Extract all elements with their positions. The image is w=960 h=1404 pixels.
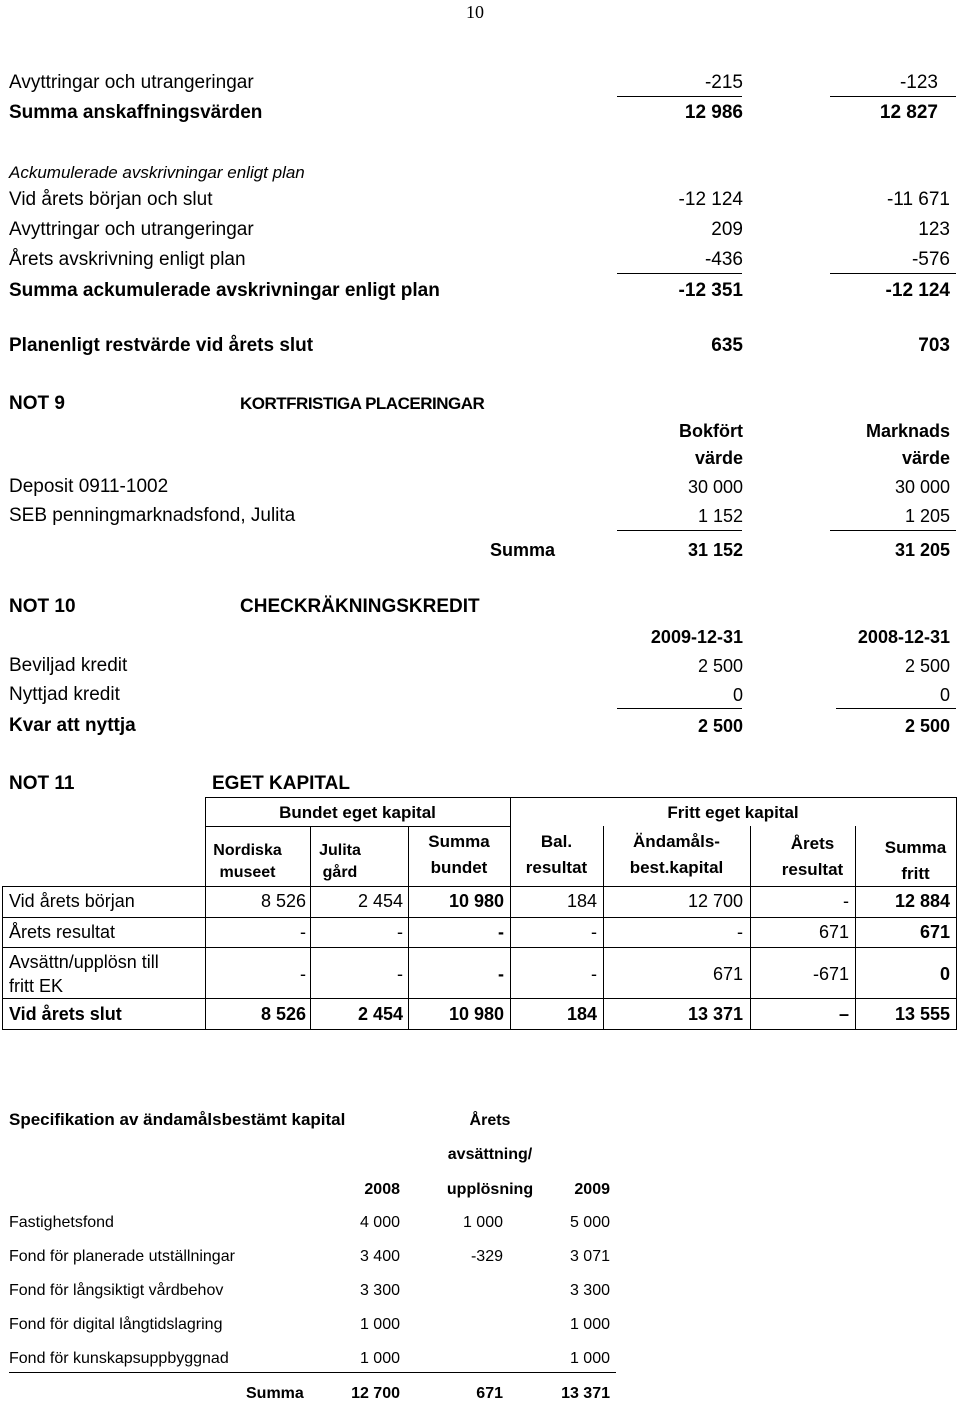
row-label: Årets resultat (9, 922, 116, 942)
note-title: KORTFRISTIGA PLACERINGAR (240, 394, 485, 413)
row-label: Planenligt restvärde vid årets slut (9, 335, 314, 356)
underline (836, 708, 956, 709)
spec-column-header-line: avsättning/ (447, 1146, 533, 1163)
column-header-line: Marknads (865, 421, 950, 441)
spec-row-label: Fond för planerade utställningar (9, 1248, 235, 1265)
value-2008: 12 827 (879, 102, 938, 123)
note-title: EGET KAPITAL (212, 773, 350, 794)
table-cell: 8 526 (260, 891, 306, 911)
table-cell: 0 (939, 964, 950, 984)
value-marknad: 30 000 (894, 477, 950, 497)
value-2009: 12 986 (684, 102, 743, 123)
value-2009: 2 500 (697, 656, 743, 676)
table-border (2, 886, 956, 887)
table-cell: 12 700 (687, 891, 743, 911)
spec-value-2009: 1 000 (569, 1350, 610, 1367)
value-2009: 635 (711, 335, 743, 356)
underline (830, 273, 956, 274)
value-2008: 2 500 (904, 716, 950, 736)
table-cell: - (498, 922, 504, 942)
value-bokfort: 1 152 (697, 506, 743, 526)
spec-value-2009: 13 371 (561, 1385, 610, 1402)
value-2008: -12 124 (885, 280, 950, 301)
spec-value-2008: 3 300 (359, 1282, 400, 1299)
table-cell: - (737, 922, 743, 942)
value-2009: 209 (711, 219, 743, 240)
spec-sum-label: Summa (246, 1385, 304, 1402)
underline (617, 530, 742, 531)
spec-column-upplosning: upplösning (446, 1181, 534, 1198)
column-header-arets-resultat: Årets resultat (781, 834, 844, 879)
table-cell: 13 555 (894, 1004, 950, 1024)
underline (617, 708, 742, 709)
table-cell: - (300, 922, 306, 942)
spec-value-2008: 4 000 (359, 1214, 400, 1231)
value-2009: -436 (704, 249, 743, 270)
table-cell: - (591, 964, 597, 984)
group-header-fritt: Fritt eget kapital (667, 803, 799, 822)
spec-row-label: Fond för kunskapsuppbyggnad (9, 1350, 229, 1367)
value-2008: -576 (911, 249, 950, 270)
row-label: Beviljad kredit (9, 655, 128, 676)
spec-value-2009: 1 000 (569, 1316, 610, 1333)
row-label: Avsättn/upplösn till fritt EK (9, 952, 159, 996)
note-number: NOT 9 (9, 393, 65, 414)
value-2008: -11 671 (886, 189, 950, 210)
note-title: CHECKRÄKNINGSKREDIT (240, 596, 480, 617)
row-label: Avyttringar och utrangeringar (9, 219, 254, 240)
table-border (2, 1029, 956, 1030)
note-number: NOT 11 (9, 773, 75, 794)
spec-value-2009: 3 071 (569, 1248, 610, 1265)
row-label: Summa ackumulerade avskrivningar enligt plan (9, 280, 440, 301)
sum-label: Summa (490, 540, 556, 560)
underline (617, 273, 742, 274)
column-header-julita: Julita gård (319, 842, 361, 881)
row-label: SEB penningmarknadsfond, Julita (9, 505, 296, 526)
table-border (2, 998, 956, 999)
table-cell: 671 (818, 922, 849, 942)
column-header-line: värde (901, 448, 950, 468)
column-header-bal-resultat: Bal. resultat (525, 832, 588, 877)
table-cell: - (843, 891, 849, 911)
value-2009: -215 (704, 72, 743, 93)
table-cell: – (838, 1004, 849, 1024)
table-cell: - (397, 922, 403, 942)
table-cell: 10 980 (448, 1004, 504, 1024)
value-2009: -12 351 (678, 280, 743, 301)
value-2008: 123 (918, 219, 950, 240)
table-border (205, 826, 510, 827)
table-cell: 8 526 (260, 1004, 306, 1024)
row-label: Årets avskrivning enligt plan (9, 249, 246, 270)
table-border (956, 797, 957, 1030)
table-cell: 671 (919, 922, 950, 942)
column-header-summa-bundet: Summa bundet (428, 832, 490, 877)
underline (617, 96, 742, 97)
table-border (2, 886, 3, 1030)
value-2008: 0 (939, 685, 950, 705)
table-cell: -671 (812, 964, 849, 984)
spec-value-change: -329 (470, 1248, 503, 1265)
value-bokfort: 30 000 (687, 477, 743, 497)
table-cell: 13 371 (687, 1004, 743, 1024)
value-2008: -123 (899, 72, 938, 93)
column-header-line: värde (694, 448, 743, 468)
row-label: Vid årets början (9, 891, 135, 911)
value-marknad: 1 205 (904, 506, 950, 526)
value-2008: 703 (918, 335, 950, 356)
spec-column-2008: 2008 (364, 1181, 400, 1198)
spec-column-2009: 2009 (574, 1181, 610, 1198)
underline (830, 530, 956, 531)
row-label: Kvar att nyttja (9, 715, 136, 736)
spec-value-2009: 3 300 (569, 1282, 610, 1299)
column-header-line: Bokfört (679, 421, 743, 441)
table-cell: 10 980 (448, 891, 504, 911)
column-header-summa-fritt: Summa fritt (884, 838, 947, 883)
spec-value-2008: 3 400 (359, 1248, 400, 1265)
spec-value-2009: 5 000 (569, 1214, 610, 1231)
spec-row-label: Fond för digital långtidslagring (9, 1316, 223, 1333)
spec-value-2008: 1 000 (359, 1316, 400, 1333)
value-marknad: 31 205 (894, 540, 950, 560)
table-border (2, 917, 956, 918)
group-header-bundet: Bundet eget kapital (279, 803, 436, 822)
table-cell: - (591, 922, 597, 942)
table-cell: 671 (712, 964, 743, 984)
table-cell: - (300, 964, 306, 984)
row-label: Vid årets början och slut (9, 189, 213, 210)
spec-value-2008: 12 700 (351, 1385, 400, 1402)
spec-value-change: 1 000 (462, 1214, 503, 1231)
column-header-andamal: Ändamåls- best.kapital (629, 832, 724, 877)
spec-row-label: Fond för långsiktigt vårdbehov (9, 1282, 224, 1299)
table-border (2, 947, 956, 948)
column-header: 2009-12-31 (650, 627, 743, 647)
table-cell: - (498, 964, 504, 984)
row-label: Deposit 0911-1002 (9, 476, 169, 497)
spec-title: Specifikation av ändamålsbestämt kapital (9, 1110, 346, 1129)
underline (830, 96, 956, 97)
table-border (205, 797, 956, 798)
value-2008: 2 500 (904, 656, 950, 676)
value-2009: 2 500 (697, 716, 743, 736)
row-label: Summa anskaffningsvärden (9, 102, 263, 123)
value-2009: 0 (732, 685, 743, 705)
column-header-nordiska: Nordiska museet (213, 842, 282, 881)
row-label: Avyttringar och utrangeringar (9, 72, 254, 93)
table-cell: 2 454 (357, 891, 403, 911)
page-number: 10 (466, 2, 484, 22)
table-cell: - (397, 964, 403, 984)
note-number: NOT 10 (9, 596, 76, 617)
row-label: Nyttjad kredit (9, 684, 120, 705)
section-heading: Ackumulerade avskrivningar enligt plan (9, 163, 305, 182)
spec-column-header-line: Årets (469, 1112, 511, 1129)
table-cell: 12 884 (894, 891, 950, 911)
table-cell: 184 (566, 891, 597, 911)
underline (9, 1372, 616, 1373)
column-header: 2008-12-31 (857, 627, 950, 647)
table-cell: 2 454 (357, 1004, 403, 1024)
table-border (205, 797, 206, 1030)
row-label: Vid årets slut (9, 1004, 122, 1024)
spec-value-change: 671 (476, 1385, 503, 1402)
table-cell: 184 (566, 1004, 597, 1024)
spec-row-label: Fastighetsfond (9, 1214, 114, 1231)
value-bokfort: 31 152 (687, 540, 743, 560)
value-2009: -12 124 (678, 189, 743, 210)
spec-value-2008: 1 000 (359, 1350, 400, 1367)
